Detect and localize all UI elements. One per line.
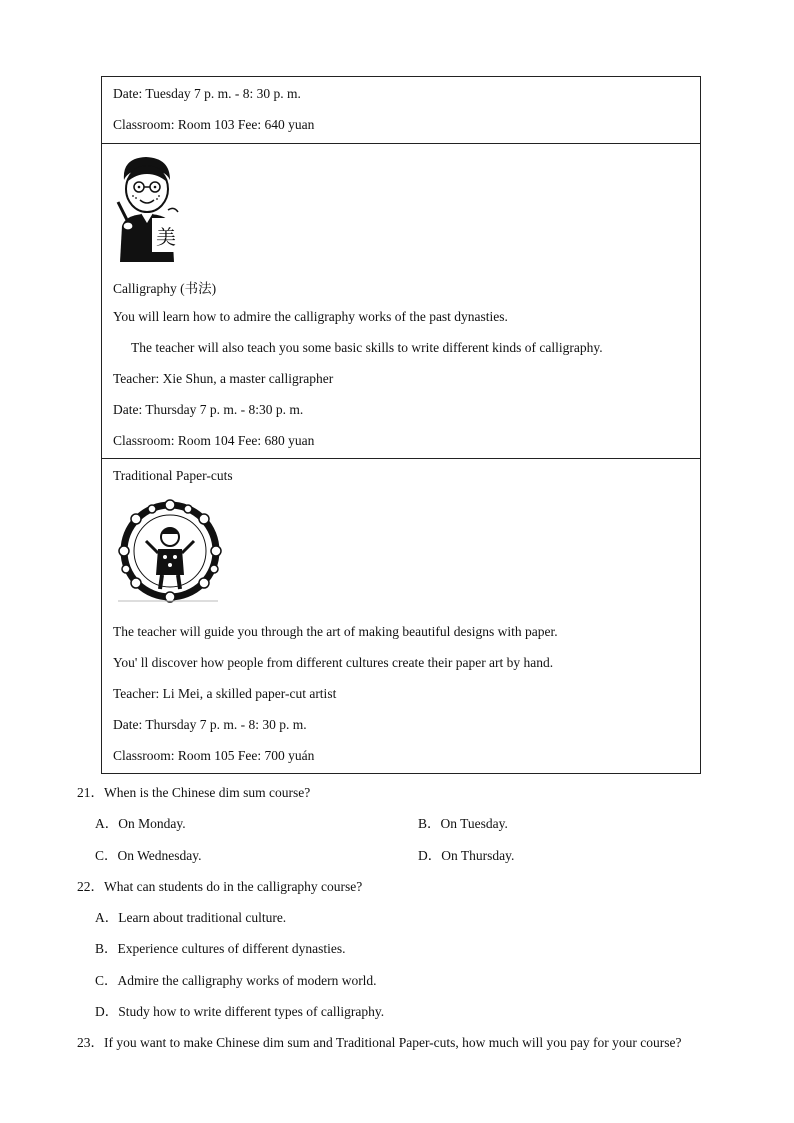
calligraphy-teacher: Teacher: Xie Shun, a master calligrapher bbox=[113, 371, 334, 386]
calligraphy-classroom: Classroom: Room 104 Fee: 680 yuan bbox=[113, 433, 315, 448]
q22-option-c[interactable]: C．Admire the calligraphy works of modern world. bbox=[95, 973, 377, 988]
calligraphy-date: Date: Thursday 7 p. m. - 8:30 p. m. bbox=[113, 402, 304, 417]
dimsum-classroom: Classroom: Room 103 Fee: 640 yuan bbox=[113, 117, 315, 132]
calligraphy-title: Calligraphy (书法) bbox=[113, 281, 217, 296]
dimsum-date: Date: Tuesday 7 p. m. - 8: 30 p. m. bbox=[113, 86, 301, 101]
calligraphy-cell bbox=[102, 143, 700, 458]
papercut-classroom: Classroom: Room 105 Fee: 700 yuán bbox=[113, 748, 315, 763]
papercut-date: Date: Thursday 7 p. m. - 8: 30 p. m. bbox=[113, 717, 307, 732]
q22-option-b[interactable]: B．Experience cultures of different dynasties. bbox=[95, 941, 346, 956]
papercut-teacher: Teacher: Li Mei, a skilled paper-cut artist bbox=[113, 686, 337, 701]
q22-option-d[interactable]: D．Study how to write different types of calligraphy. bbox=[95, 1004, 385, 1019]
calligraphy-line2: The teacher will also teach you some basic skills to write different kinds of calligraphy. bbox=[131, 340, 603, 355]
papercut-title: Traditional Paper-cuts bbox=[113, 468, 233, 483]
question-23: 23．If you want to make Chinese dim sum and Traditional Paper-cuts, how much will you pay for your course? bbox=[77, 1035, 682, 1050]
q21-option-b[interactable]: B．On Tuesday. bbox=[418, 816, 508, 831]
dimsum-cell bbox=[102, 77, 700, 143]
papercut-image bbox=[114, 497, 226, 609]
calligraphy-image-char: 美 bbox=[156, 225, 176, 249]
papercut-cell bbox=[102, 458, 700, 773]
calligraphy-teacher-image bbox=[114, 152, 186, 262]
q21-option-d[interactable]: D．On Thursday. bbox=[418, 848, 515, 863]
question-22: 22．What can students do in the calligraphy course? bbox=[77, 879, 363, 894]
papercut-line1: The teacher will guide you through the art of making beautiful designs with paper. bbox=[113, 624, 558, 639]
course-table bbox=[101, 76, 701, 774]
q21-option-a[interactable]: A．On Monday. bbox=[95, 816, 186, 831]
papercut-line2: You' ll discover how people from different cultures create their paper art by hand. bbox=[113, 655, 554, 670]
q21-option-c[interactable]: C．On Wednesday. bbox=[95, 848, 202, 863]
question-21: 21．When is the Chinese dim sum course? bbox=[77, 785, 311, 800]
q22-option-a[interactable]: A．Learn about traditional culture. bbox=[95, 910, 287, 925]
calligraphy-line1: You will learn how to admire the calligraphy works of the past dynasties. bbox=[113, 309, 508, 324]
